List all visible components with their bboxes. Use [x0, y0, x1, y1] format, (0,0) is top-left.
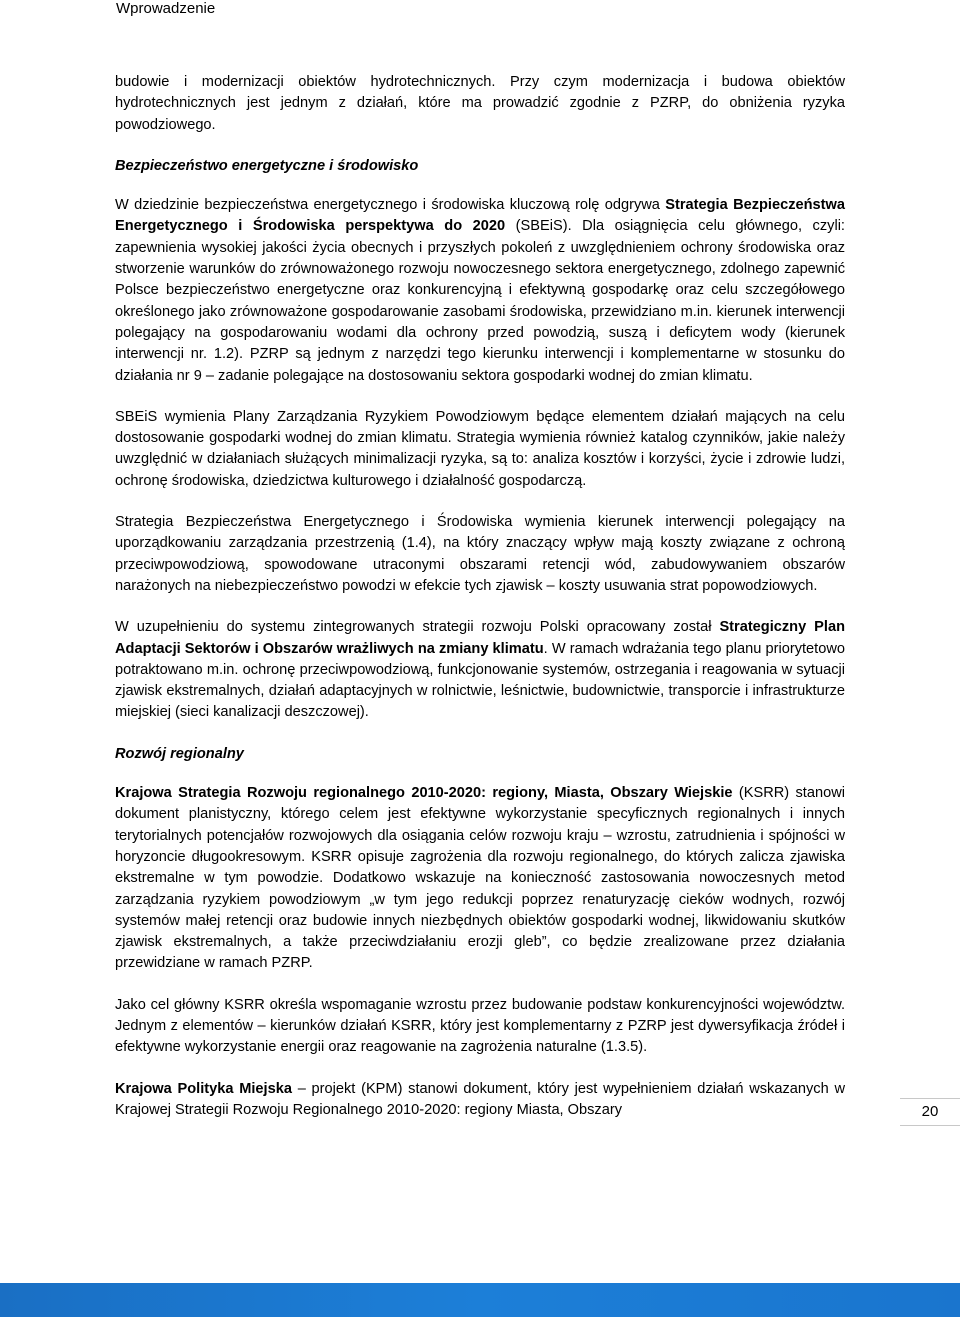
strategy-name-ksrr: Krajowa Strategia Rozwoju regionalnego 2010-2020: regiony, Miasta, Obszary Wiejskie — [115, 785, 733, 802]
paragraph-kpm-text: – projekt (KPM) stanowi dokument, który jest wypełnieniem działań wskazanych w Krajowej Strategii Rozwoju Regionalnego 2010-2020: regiony Miasta, Obszary — [115, 1080, 845, 1118]
paragraph-intro: budowie i modernizacji obiektów hydrotechnicznych. Przy czym modernizacja i budowa obiektów hydrotechnicznych jest jednym z działań, które ma prowadzić zgodnie z PZRP, do obniżenia ryzyka powodziowego. — [115, 74, 845, 133]
paragraph-sbeis — [115, 195, 845, 387]
paragraph-sbeis-text-1: W dziedzinie bezpieczeństwa energetycznego i środowiska kluczową rolę odgrywa — [115, 197, 666, 214]
strategy-name-kpm: Krajowa Polityka Miejska — [115, 1080, 292, 1097]
paragraph-sbeis-plans: SBEiS wymienia Plany Zarządzania Ryzykiem Powodziowym będące elementem działań mających na celu dostosowanie gospodarki wodnej do zmian klimatu. Strategia wymienia również katalog czynników, jakie należy uwzględnić w działaniach służących minimalizacji ryzyka, są to: analiza kosztów i korzyści, życie i zdrowie ludzi, ochronę środowiska, dziedzictwa kulturowego i działalność gospodarczą. — [115, 408, 845, 489]
paragraph-sbeis-text-2: (SBEiS). Dla osiągnięcia celu głównego, czyli: zapewnienia wysokiej jakości życia obecnych i przyszłych pokoleń z uwzględnieniem ochrony środowiska oraz stworzenie warunków do zrównoważonego rozwoju nowoczesnego sektora energetycznego, zdolnego zapewnić Polsce bezpieczeństwo energetyczne oraz konkurencyjną i efektywną gospodarkę oraz celu szczegółowego określonego jako zrównoważone gospodarowanie zasobami środowiska, przewidziano m.in. kierunek interwencji polegający na gospodarowaniu wodami dla ochrony przed powodzią, suszą i deficytem wody (kierunek interwencji nr. 1.2). PZRP są jednym z narzędzi tego kierunku interwencji i komplementarne w stosunku do działania nr 9 – zadanie polegające na dostosowaniu sektora gospodarki wodnej do zmian klimatu. — [115, 218, 845, 384]
paragraph-spatial-management: Strategia Bezpieczeństwa Energetycznego i Środowiska wymienia kierunek interwencji polegający na uporządkowaniu zarządzania przestrzenią (1.4), na który znaczący wpływ mają koszty związane z ochroną przeciwpowodziową, spowodowane utraconymi obszarami retencji wód, zabudowywaniem obszarów narażonych na niebezpieczeństwo powodzi w efekcie tych zjawisk – koszty usuwania strat popowodziowych. — [115, 514, 845, 594]
paragraph-adaptation-plan — [115, 617, 845, 723]
section-heading-energy-security: Bezpieczeństwo energetyczne i środowisko — [115, 157, 419, 174]
strategy-name-adaptation-plan: Strategiczny Plan Adaptacji Sektorów i Obszarów wrażliwych na zmiany klimatu — [115, 619, 845, 657]
running-header: Wprowadzenie — [116, 0, 216, 17]
page-number: 20 — [900, 1098, 960, 1126]
paragraph-ksrr-goal: Jako cel główny KSRR określa wspomaganie wzrostu przez budowanie podstaw konkurencyjności województw. Jednym z elementów – kierunków działań KSRR, który jest komplementarny z PZRP jest dywersyfikacja źródeł i efektywne wykorzystanie energii oraz reagowanie na zagrożenia naturalne (1.3.5). — [115, 996, 845, 1056]
paragraph-kpm — [115, 1079, 845, 1122]
paragraph-ksrr — [115, 783, 845, 975]
strategy-name-sbeis: Strategia Bezpieczeństwa Energetycznego i Środowiska perspektywa do 2020 — [115, 197, 845, 235]
footer-bar — [0, 1283, 960, 1317]
paragraph-ksrr-text: (KSRR) stanowi dokument planistyczny, którego celem jest efektywne wykorzystanie specyficznych regionalnych i innych terytorialnych potencjałów rozwojowych dla osiągania celów rozwoju kraju – wzrostu, zatrudnienia i spójności w horyzoncie długookresowym. KSRR opisuje zagrożenia dla rozwoju regionalnego, do których zalicza zjawiska ekstremalne w tym powodzie. Dodatkowo wskazuje na konieczność zastosowania nowoczesnych metod zarządzania ryzykiem powodziowym „w tym jego redukcji poprzez renaturyzację cieków wodnych, rozwój systemów małej retencji oraz budowie innych niezbędnych obiektów gospodarki wodnej, likwidowaniu skutków zjawisk ekstremalnych, a także przeciwdziałaniu erozji gleb”, co będzie zrealizowane przez działania przewidziane w ramach PZRP. — [115, 785, 845, 972]
paragraph-adaptation-text-2: . W ramach wdrażania tego planu priorytetowo potraktowano m.in. ochronę przeciwpowodziową, funkcjonowanie systemów, ostrzegania i reagowania w sytuacji zjawisk ekstremalnych, działań adaptacyjnych w rolnictwie, leśnictwie, budownictwie, transporcie i infrastrukturze miejskiej (sieci kanalizacji deszczowej). — [115, 640, 845, 721]
paragraph-adaptation-text-1: W uzupełnieniu do systemu zintegrowanych strategii rozwoju Polski opracowany został — [115, 619, 720, 636]
section-heading-regional-development: Rozwój regionalny — [115, 745, 244, 762]
document-body — [115, 72, 845, 1121]
